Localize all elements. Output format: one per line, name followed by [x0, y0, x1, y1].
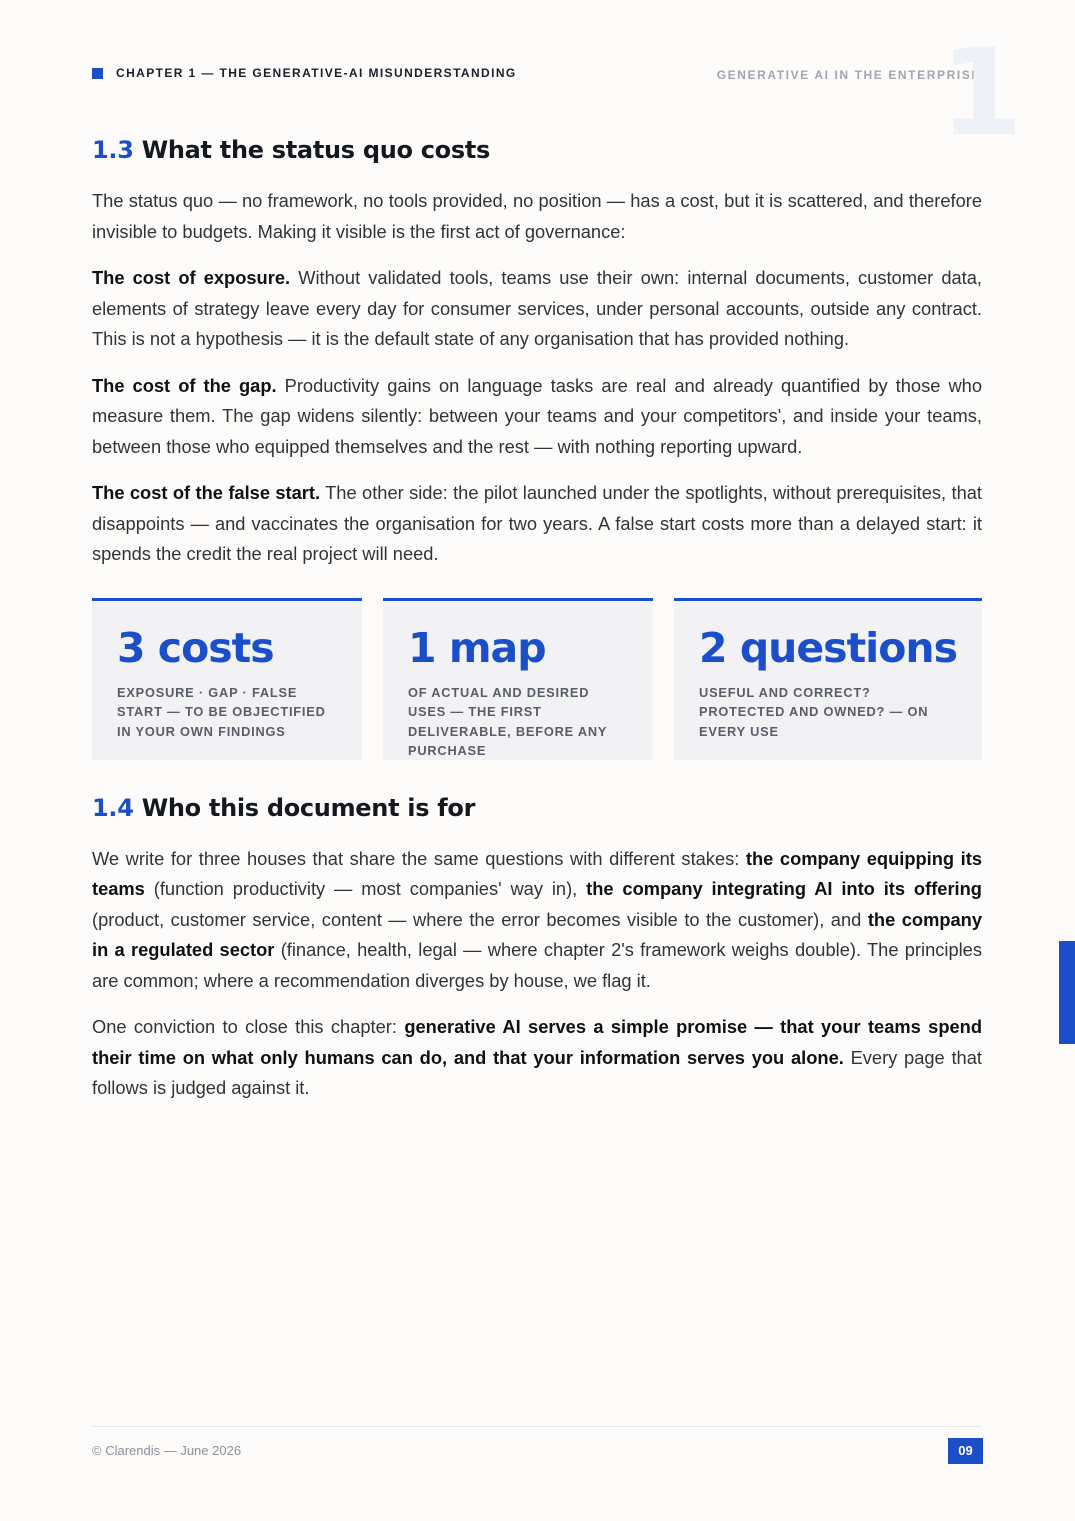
exposure-lead: The cost of exposure. — [92, 267, 291, 288]
stat-caption: OF ACTUAL AND DESIRED USES — THE FIRST DELIVERABLE, BEFORE ANY PURCHASE — [408, 684, 608, 758]
intro-paragraph: The status quo — no framework, no tools provided, no position — has a cost, but it is scattered, and therefore invisible to budgets. Making it visible is the first act of governance: — [92, 190, 982, 242]
bold-run: generative AI serves a simple promise — that your teams spend their time on what only humans can do, and that your information serves you alone. — [92, 1016, 982, 1068]
gap-paragraph — [92, 371, 982, 463]
text-run: Every page that follows is judged against it. — [92, 1046, 982, 1098]
stat-card — [674, 598, 982, 760]
audience-paragraph — [92, 844, 982, 997]
text-run: (finance, health, legal — where chapter 2's framework weighs double). The principles are common; where a recommendation diverges by house, we flag it. — [92, 939, 982, 991]
section-number: 1.3 — [92, 136, 134, 164]
page-number: 09 — [948, 1438, 983, 1464]
bold-run: the company equipping its teams — [92, 847, 982, 899]
exposure-paragraph — [92, 263, 982, 355]
stat-value: 3 costs — [117, 623, 274, 672]
section-title: Who this document is for — [141, 793, 476, 822]
text-run: One conviction to close this chapter: — [92, 1016, 405, 1037]
section-number: 1.4 — [92, 793, 134, 822]
bold-run: the company integrating AI into its offering — [586, 878, 982, 899]
stat-card — [92, 598, 362, 760]
running-title: GENERATIVE AI IN THE ENTERPRISE — [716, 68, 981, 82]
stat-caption: USEFUL AND CORRECT? PROTECTED AND OWNED? — ON EVERY USE — [699, 684, 929, 739]
section-heading-1-4 — [92, 794, 982, 822]
stat-caption: EXPOSURE · GAP · FALSE START — TO BE OBJECTIFIED IN YOUR OWN FINDINGS — [117, 684, 326, 739]
gap-lead: The cost of the gap. — [92, 374, 277, 396]
text-run: (product, customer service, content — where the error becomes visible to the customer), and — [92, 908, 868, 930]
false-start-text: The other side: the pilot launched under the spotlights, without prerequisites, that disappoints — and vaccinates the organisation for two years. A false start costs more than a delayed start: it spends the credit the real project will need. — [92, 482, 982, 564]
section-title: What the status quo costs — [141, 136, 490, 164]
stat-card — [383, 598, 653, 760]
text-run: (function productivity — most companies' way in), — [144, 878, 587, 899]
stat-value: 2 questions — [699, 623, 957, 672]
section-heading-1-3 — [92, 136, 982, 164]
footer-divider — [92, 1426, 982, 1427]
false-start-paragraph — [92, 478, 982, 570]
text-run: We write for three houses that share the same questions with different stakes: — [92, 847, 746, 869]
footer-copyright: © Clarendis — June 2026 — [92, 1443, 242, 1458]
chapter-marker — [92, 68, 103, 79]
exposure-text: Without validated tools, teams use their own: internal documents, customer data, elements of strategy leave every day for consumer services, under personal accounts, outside any contract. This is not a hypothesis — it is the default state of any organisation that has provided nothing. — [92, 267, 982, 349]
chapter-label: CHAPTER 1 — THE GENERATIVE-AI MISUNDERSTANDING — [116, 66, 517, 80]
false-start-lead: The cost of the false start. — [92, 482, 321, 503]
gap-text: Productivity gains on language tasks are real and already quantified by those who measure them. The gap widens silently: between your teams and your competitors', and inside your teams, between those who equipped themselves and the rest — with nothing reporting upward. — [92, 374, 982, 457]
page-content — [92, 136, 982, 1104]
stats-row — [92, 598, 982, 760]
chapter-numeral: 1 — [939, 24, 1023, 163]
stat-value: 1 map — [408, 623, 546, 672]
chapter-side-tab — [1059, 941, 1075, 1044]
conviction-paragraph — [92, 1012, 982, 1104]
bold-run: the company in a regulated sector — [92, 908, 982, 960]
